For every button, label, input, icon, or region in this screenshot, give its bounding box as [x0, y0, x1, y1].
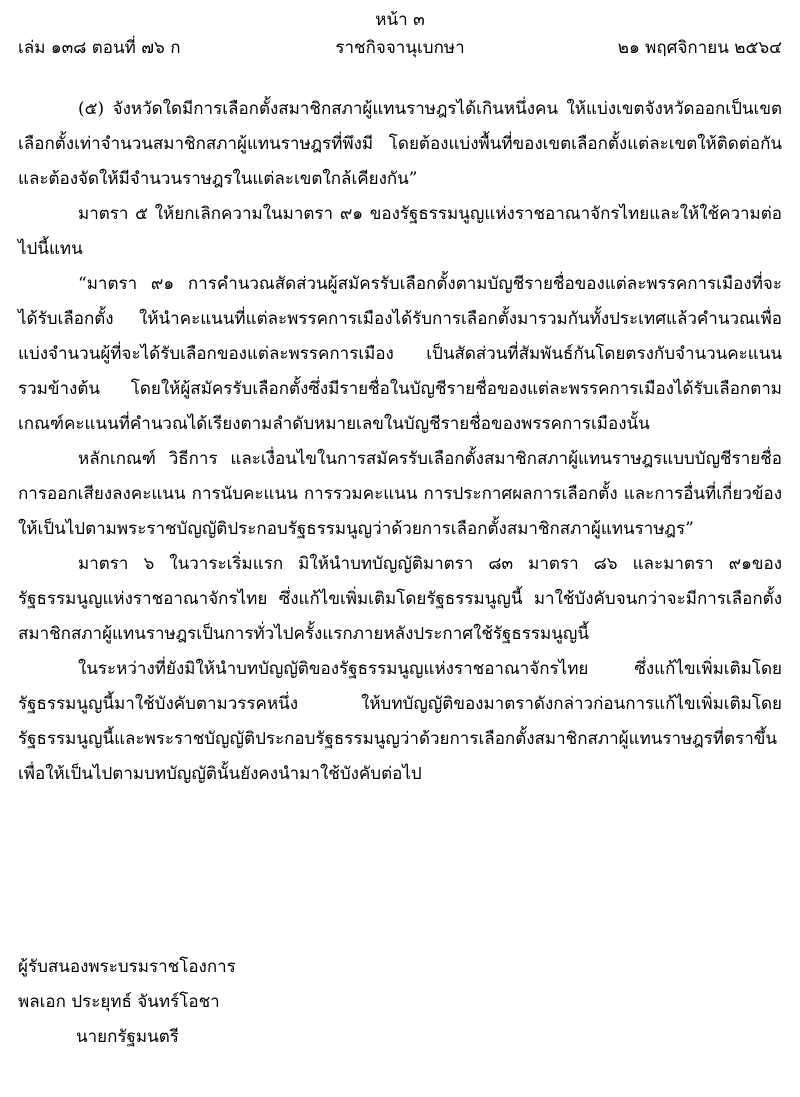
volume-issue: เล่ม ๑๓๘ ตอนที่ ๗๖ ก	[18, 38, 181, 58]
paragraph-clause-5: (๕) จังหวัดใดมีการเลือกตั้งสมาชิกสภาผู้แทนราษฎรได้เกินหนึ่งคน ให้แบ่งเขตจังหวัดออกเป็นเขตเลือกตั้งเท่าจำนวนสมาชิกสภาผู้แทนราษฎรที่พึงมี โดยต้องแบ่งพื้นที่ของเขตเลือกตั้งแต่ละเขตให้ติดต่อกันและต้องจัดให้มีจำนวนราษฎรในแต่ละเขตใกล้เคียงกัน”	[18, 99, 782, 189]
gazette-header	[18, 36, 782, 60]
publication-date: ๒๑ พฤศจิกายน ๒๕๖๔	[617, 38, 782, 58]
signature-block	[18, 950, 618, 1055]
document-body	[18, 92, 782, 792]
paragraph-transition: ในระหว่างที่ยังมิให้นำบทบัญญัติของรัฐธรรมนูญแห่งราชอาณาจักรไทย ซึ่งแก้ไขเพิ่มเติมโดยรัฐธรรมนูญนี้มาใช้บังคับตามวรรคหนึ่ง ให้บทบัญญัติของมาตราดังกล่าวก่อนการแก้ไขเพิ่มเติมโดยรัฐธรรมนูญนี้และพระราชบัญญัติประกอบรัฐธรรมนูญว่าด้วยการเลือกตั้งสมาชิกสภาผู้แทนราษฎรที่ตราขึ้นเพื่อให้เป็นไปตามบทบัญญัตินั้นยังคงนำมาใช้บังคับต่อไป	[18, 659, 782, 784]
signatory-name: พลเอก ประยุทธ์ จันทร์โอชา	[18, 992, 220, 1012]
publication-title: ราชกิจจานุเบกษา	[335, 38, 465, 58]
paragraph-criteria: หลักเกณฑ์ วิธีการ และเงื่อนไขในการสมัครรับเลือกตั้งสมาชิกสภาผู้แทนราษฎรแบบบัญชีรายชื่อการออกเสียงลงคะแนน การนับคะแนน การรวมคะแนน การประกาศผลการเลือกตั้ง และการอื่นที่เกี่ยวข้อง ให้เป็นไปตามพระราชบัญญัติประกอบรัฐธรรมนูญว่าด้วยการเลือกตั้งสมาชิกสภาผู้แทนราษฎร”	[18, 449, 782, 539]
countersign-label: ผู้รับสนองพระบรมราชโองการ	[18, 957, 236, 977]
page-number: หน้า ๓	[375, 10, 425, 30]
paragraph-section-5: มาตรา ๕ ให้ยกเลิกความในมาตรา ๙๑ ของรัฐธรรมนูญแห่งราชอาณาจักรไทยและให้ใช้ความต่อไปนี้แทน	[18, 204, 782, 259]
signatory-position: นายกรัฐมนตรี	[76, 1027, 179, 1047]
paragraph-section-91: “มาตรา ๙๑ การคำนวณสัดส่วนผู้สมัครรับเลือกตั้งตามบัญชีรายชื่อของแต่ละพรรคการเมืองที่จะได้รับเลือกตั้ง ให้นำคะแนนที่แต่ละพรรคการเมืองได้รับการเลือกตั้งมารวมกันทั้งประเทศแล้วคำนวณเพื่อแบ่งจำนวนผู้ที่จะได้รับเลือกของแต่ละพรรคการเมือง เป็นสัดส่วนที่สัมพันธ์กันโดยตรงกับจำนวนคะแนนรวมข้างต้น โดยให้ผู้สมัครรับเลือกตั้งซึ่งมีรายชื่อในบัญชีรายชื่อของแต่ละพรรคการเมืองได้รับเลือกตามเกณฑ์คะแนนที่คำนวณได้เรียงตามลำดับหมายเลขในบัญชีรายชื่อของพรรคการเมืองนั้น	[18, 274, 782, 434]
paragraph-section-6: มาตรา ๖ ในวาระเริ่มแรก มิให้นำบทบัญญัติมาตรา ๘๓ มาตรา ๘๖ และมาตรา ๙๑ของรัฐธรรมนูญแห่งราชอาณาจักรไทย ซึ่งแก้ไขเพิ่มเติมโดยรัฐธรรมนูญนี้ มาใช้บังคับจนกว่าจะมีการเลือกตั้งสมาชิกสภาผู้แทนราษฎรเป็นการทั่วไปครั้งแรกภายหลังประกาศใช้รัฐธรรมนูญนี้	[18, 554, 782, 644]
